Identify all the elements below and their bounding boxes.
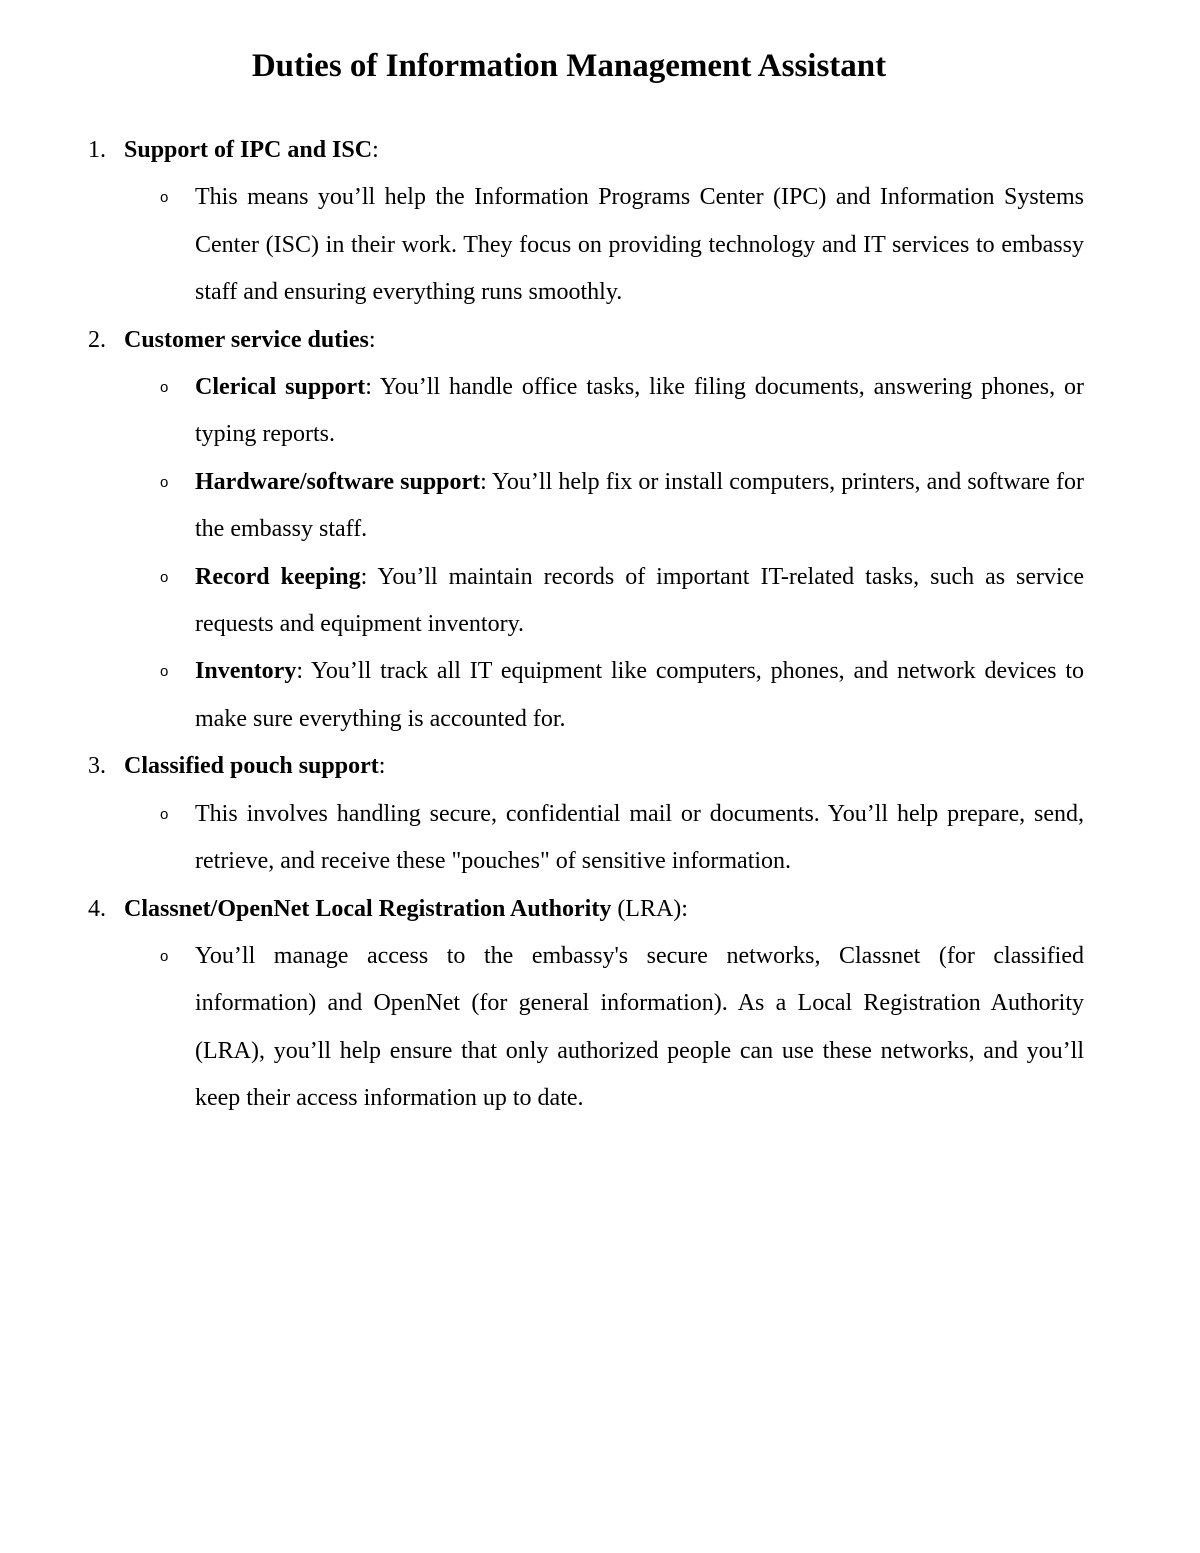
circle-bullet-icon: o — [160, 947, 169, 965]
duty-heading — [88, 127, 1084, 174]
circle-bullet-icon: o — [160, 663, 169, 681]
duty-item — [88, 743, 1084, 885]
duty-heading — [88, 743, 1084, 790]
detail-separator: : — [365, 374, 380, 401]
duty-heading — [88, 886, 1084, 933]
circle-bullet-icon: o — [160, 805, 169, 823]
duty-number: 3. — [88, 753, 106, 780]
duty-number: 2. — [88, 326, 106, 353]
duty-detail-list — [124, 933, 1084, 1123]
detail-separator: : — [296, 658, 311, 685]
duty-suffix: : — [378, 753, 386, 780]
detail-term: Clerical support — [195, 374, 366, 401]
duty-detail-list — [124, 174, 1084, 316]
duty-suffix: : — [368, 326, 376, 353]
detail-text: You’ll handle office tasks, like filing documents, answering phones, or typing reports. — [195, 374, 1085, 448]
detail-text: This means you’ll help the Information Programs Center (IPC) and Information Systems Center (ISC) in their work. They focus on providing technology and IT services to embassy staff and ensuring everything runs smoothly. — [195, 184, 1084, 306]
detail-text: You’ll track all IT equipment like computers, phones, and network devices to make sure everything is accounted for. — [195, 658, 1085, 732]
circle-bullet-icon: o — [160, 568, 169, 586]
circle-bullet-icon: o — [160, 379, 169, 397]
duty-term: Support of IPC and ISC — [124, 137, 373, 163]
circle-bullet-icon: o — [160, 473, 169, 491]
detail-item — [124, 648, 1084, 743]
detail-text: You’ll manage access to the embassy's secure networks, Classnet (for classified information) and OpenNet (for general information). As a Local Registration Authority (LRA), you’ll help ensure that only authorized people can use these networks, and you’ll keep their access information up to date. — [195, 942, 1084, 1112]
detail-item — [124, 364, 1084, 459]
detail-term: Record keeping — [195, 563, 361, 590]
detail-item — [124, 933, 1084, 1123]
detail-item — [124, 554, 1084, 649]
detail-item — [124, 791, 1084, 886]
duty-suffix: : — [372, 137, 379, 163]
detail-text: This involves handling secure, confidential mail or documents. You’ll help prepare, send, retrieve, and receive these "pouches" of sensitive information. — [195, 800, 1084, 875]
duty-heading — [88, 317, 1084, 364]
duty-term: Customer service duties — [124, 326, 369, 353]
detail-text: You’ll maintain records of important IT-related tasks, such as service requests and equipment inventory. — [195, 563, 1085, 638]
duty-number: 1. — [88, 137, 106, 163]
detail-term: Hardware/software support — [195, 468, 481, 495]
detail-item — [124, 459, 1084, 554]
duty-item — [88, 317, 1084, 744]
detail-separator: : — [360, 563, 378, 590]
duties-list — [88, 127, 1084, 1123]
detail-item — [124, 174, 1084, 316]
duty-item — [88, 886, 1084, 1123]
detail-text: You’ll help fix or install computers, printers, and software for the embassy staff. — [195, 468, 1084, 543]
duty-suffix: (LRA): — [611, 895, 688, 922]
duty-detail-list — [124, 791, 1084, 886]
duty-item — [88, 127, 1084, 317]
detail-term: Inventory — [195, 658, 297, 685]
circle-bullet-icon: o — [160, 189, 169, 207]
detail-separator: : — [480, 468, 492, 495]
document-title: Duties of Information Management Assistant — [251, 48, 887, 84]
duty-detail-list — [124, 364, 1084, 743]
duty-term: Classnet/OpenNet Local Registration Authority — [124, 895, 612, 922]
duty-term: Classified pouch support — [124, 753, 379, 780]
duty-number: 4. — [88, 895, 106, 922]
